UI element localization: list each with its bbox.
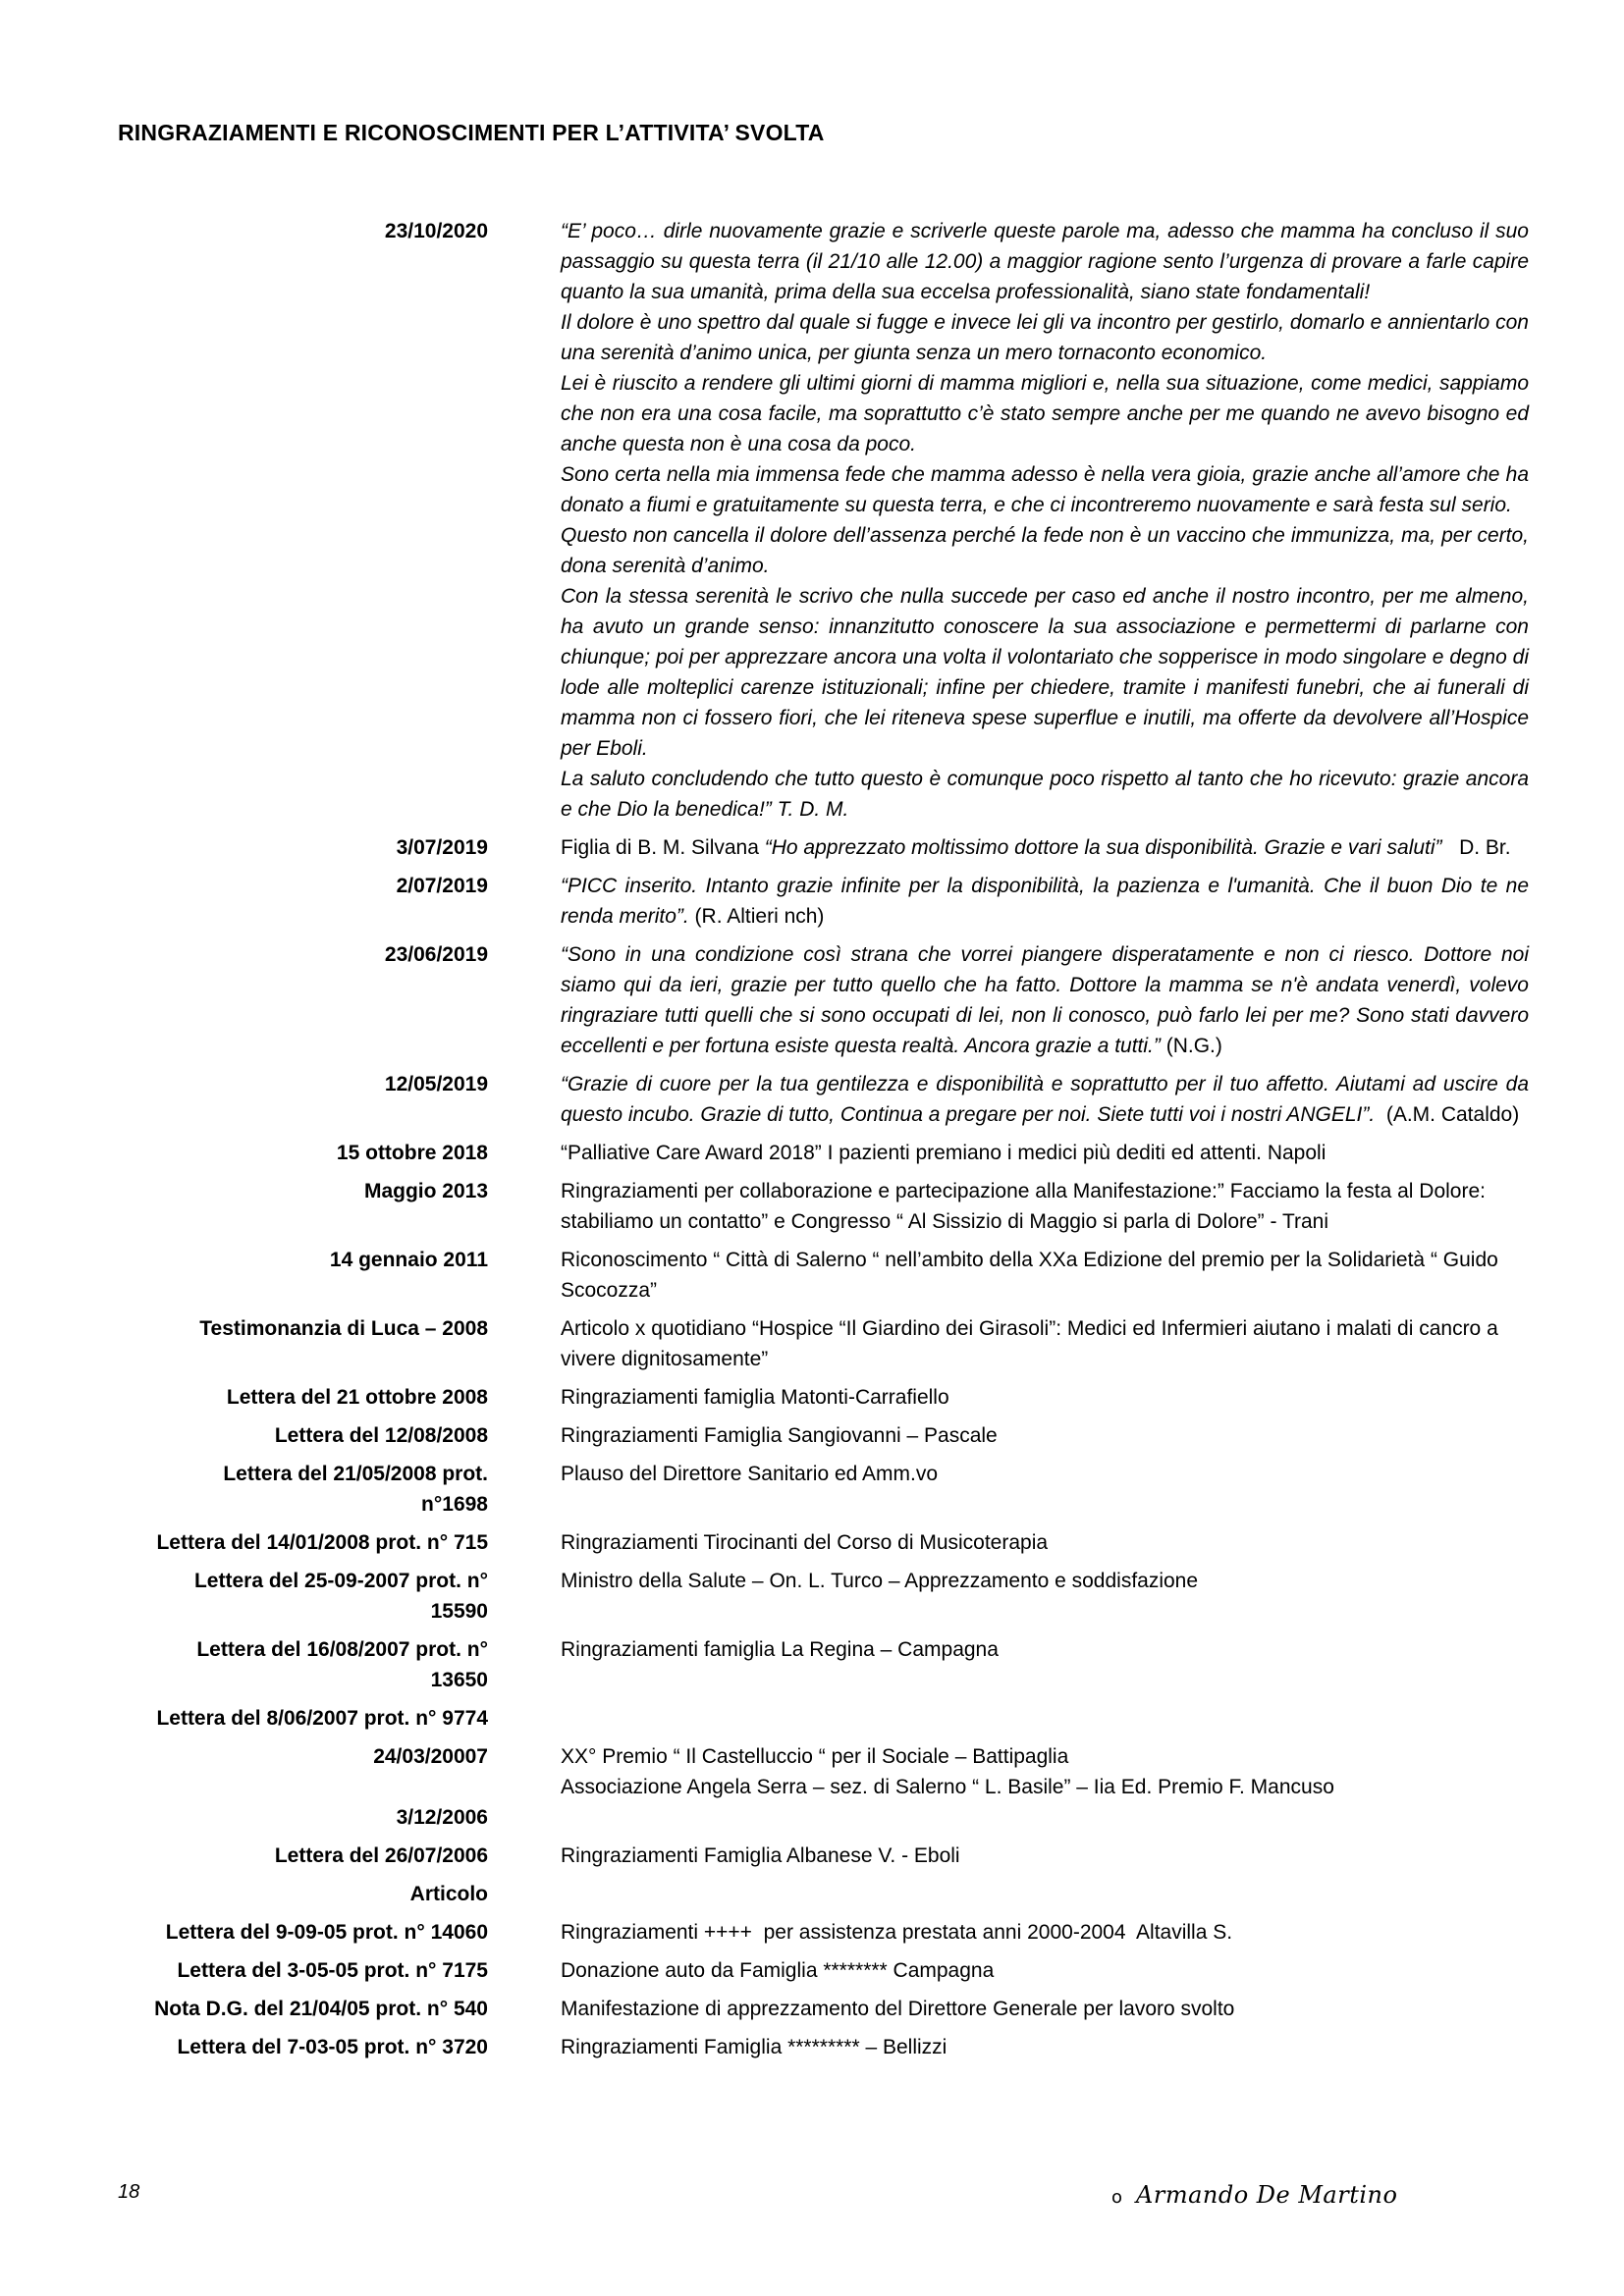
entry-row: [0, 1138, 1624, 1168]
entry-date: 2/07/2019: [396, 875, 488, 897]
entry-text: [561, 871, 1529, 932]
entry-row: [0, 1420, 1624, 1451]
entry-row: [0, 1802, 1624, 1833]
entry-text: [561, 1069, 1529, 1130]
entry-text: Donazione auto da Famiglia ******** Campagna: [561, 1959, 995, 1982]
entry-date: 3/07/2019: [396, 836, 488, 859]
entry-date: Nota D.G. del 21/04/05 prot. n° 540: [154, 1998, 488, 2020]
entry-quote: “Sono in una condizione così strana che vorrei piangere disperatamente e non ci riesco. Dottore noi siamo qui da ieri, grazie per tutto quello che ha fatto. Dottore la mamma se n'è andata venerdì, volevo ringraziare tutti quelli che si sono occupati di lei, non li conosco, può farlo lei per me? Sono stati davvero eccellenti e per fortuna esiste questa realtà. Ancora grazie a tutti.”: [561, 943, 1529, 1057]
entry-row: [0, 1994, 1624, 2024]
entry-date: [0, 1566, 488, 1627]
entry-date: Lettera del 7-03-05 prot. n° 3720: [177, 2036, 488, 2058]
author-signature: [1111, 2181, 1397, 2210]
entry-date: Lettera del 3-05-05 prot. n° 7175: [177, 1959, 488, 1982]
entry-quote: “PICC inserito. Intanto grazie infinite per la disponibilità, la pazienza e l'umanità. Che il buon Dio te ne renda merito”.: [561, 875, 1529, 928]
entry-date: 14 gennaio 2011: [329, 1249, 488, 1271]
entry-date: Lettera del 14/01/2008 prot. n° 715: [156, 1531, 488, 1554]
entry-text: “Palliative Care Award 2018” I pazienti premiano i medici più dediti ed attenti. Napoli: [561, 1142, 1326, 1164]
entry-text: Ministro della Salute – On. L. Turco – Apprezzamento e soddisfazione: [561, 1570, 1199, 1592]
entry-row: [0, 1634, 1624, 1695]
entry-signature: (A.M. Cataldo): [1375, 1103, 1520, 1126]
entry-text: Ringraziamenti Famiglia ********* – Bellizzi: [561, 2036, 947, 2058]
entry-date: 23/10/2020: [384, 220, 488, 242]
entry-date-text: Lettera del 21/05/2008 prot. n°1698: [223, 1463, 488, 1516]
entry-row: [0, 1566, 1624, 1627]
entry-row: [0, 1741, 1624, 1772]
entry-date: 23/06/2019: [384, 943, 488, 966]
entry-text: Riconoscimento “ Città di Salerno “ nell’ambito della XXa Edizione del premio per la Solidarietà “ Guido Scocozza”: [561, 1249, 1498, 1302]
bullet-icon: o: [1111, 2187, 1123, 2208]
entry-date: Lettera del 12/08/2008: [274, 1424, 488, 1447]
entry-text: Ringraziamenti Tirocinanti del Corso di Musicoterapia: [561, 1531, 1049, 1554]
entry-date: 24/03/20007: [373, 1745, 488, 1768]
entry-row: [0, 1069, 1624, 1130]
entry-row: [0, 1313, 1624, 1374]
entry-date: 15 ottobre 2018: [336, 1142, 488, 1164]
entry-paragraph: Con la stessa serenità le scrivo che nulla succede per caso ed anche il nostro incontro, per me almeno, ha avuto un grande senso: innanzitutto conoscere la sua associazione e permettermi di parlarne con chiunque; poi per apprezzare ancora una volta il volontariato che sopperisce in modo singolare e degno di lode alle molteplici carenze istituzionali; infine per chiedere, tramite i manifesti funebri, che ai funerali di mamma non ci fossero fiori, che lei riteneva spese superflue e inutili, ma offerte da devolvere all’Hospice per Eboli.: [561, 585, 1529, 760]
entry-text: [561, 939, 1529, 1061]
entry-quote: “Ho apprezzato moltissimo dottore la sua disponibilità. Grazie e vari saluti”: [764, 836, 1442, 859]
entry-date: Lettera del 21 ottobre 2008: [226, 1386, 488, 1409]
entry-date: Testimonanzia di Luca – 2008: [199, 1317, 488, 1340]
signature-name: Armando De Martino: [1136, 2181, 1398, 2209]
entry-row: [0, 1176, 1624, 1237]
entry-row: [0, 2032, 1624, 2062]
entry-text: Ringraziamenti per collaborazione e partecipazione alla Manifestazione:” Facciamo la festa al Dolore: stabiliamo un contatto” e Congresso “ Al Sissizio di Maggio si parla di Dolore” - Trani: [561, 1180, 1486, 1233]
entry-prefix: Figlia di B. M. Silvana: [561, 836, 765, 859]
entry-row: [0, 216, 1624, 825]
entry-row: [0, 1841, 1624, 1871]
entry-date: Lettera del 26/07/2006: [274, 1844, 488, 1867]
entry-text: [561, 832, 1529, 863]
entry-paragraph: “E’ poco… dirle nuovamente grazie e scriverle queste parole ma, adesso che mamma ha concluso il suo passaggio su questa terra (il 21/10 alle 12.00) a maggior ragione sento l’urgenza di provare a farle capire quanto la sua umanità, prima della sua eccelsa professionalità, siano state fondamentali!: [561, 220, 1529, 303]
entry-date: 3/12/2006: [396, 1806, 488, 1829]
entry-text: Ringraziamenti Famiglia Sangiovanni – Pascale: [561, 1424, 998, 1447]
entry-row: [0, 871, 1624, 932]
entry-row: [0, 1917, 1624, 1948]
entry-signature: (R. Altieri nch): [688, 905, 825, 928]
entry-date: Maggio 2013: [363, 1180, 488, 1202]
entry-text: Associazione Angela Serra – sez. di Salerno “ L. Basile” – Iia Ed. Premio F. Mancuso: [561, 1776, 1334, 1798]
entry-row: [0, 1459, 1624, 1520]
entry-text: Ringraziamenti ++++ per assistenza prestata anni 2000-2004 Altavilla S.: [561, 1921, 1233, 1944]
entry-row: [0, 1772, 1624, 1802]
entry-paragraph: Sono certa nella mia immensa fede che mamma adesso è nella vera gioia, grazie anche all’amore che ha donato a fiumi e gratuitamente su questa terra, e che ci incontreremo nuovamente e sarà festa sul serio.: [561, 463, 1529, 516]
entry-row: [0, 939, 1624, 1061]
entry-text: Ringraziamenti famiglia Matonti-Carrafiello: [561, 1386, 949, 1409]
entry-paragraph: Lei è riuscito a rendere gli ultimi giorni di mamma migliori e, nella sua situazione, come medici, sappiamo che non era una cosa facile, ma soprattutto c’è stato sempre anche per me quando ne avevo bisogno ed anche questa non è una cosa da poco.: [561, 372, 1529, 455]
page-number: 18: [118, 2181, 140, 2203]
entry-text: XX° Premio “ Il Castelluccio “ per il Sociale – Battipaglia: [561, 1745, 1069, 1768]
entry-paragraph: Il dolore è uno spettro dal quale si fugge e invece lei gli va incontro per gestirlo, domarlo e annientarlo con una serenità d’animo unica, per giunta senza un mero tornaconto economico.: [561, 311, 1529, 364]
entry-date-text: Lettera del 25-09-2007 prot. n° 15590: [193, 1570, 488, 1623]
entry-date: 12/05/2019: [384, 1073, 488, 1095]
entry-date: Lettera del 8/06/2007 prot. n° 9774: [156, 1707, 488, 1730]
entry-text: Plauso del Direttore Sanitario ed Amm.vo: [561, 1463, 939, 1485]
entry-date: Articolo: [409, 1883, 488, 1905]
entry-paragraph: La saluto concludendo che tutto questo è comunque poco rispetto al tanto che ho ricevuto: grazie ancora e che Dio la benedica!” T. D. M.: [561, 768, 1529, 821]
entry-date: Lettera del 9-09-05 prot. n° 14060: [165, 1921, 488, 1944]
entry-signature: D. Br.: [1441, 836, 1511, 859]
entry-row: [0, 1703, 1624, 1734]
entry-row: [0, 832, 1624, 863]
entry-text: Articolo x quotidiano “Hospice “Il Giardino dei Girasoli”: Medici ed Infermieri aiutano i malati di cancro a vivere dignitosamente”: [561, 1317, 1498, 1370]
entry-text: [561, 216, 1529, 825]
entry-row: [0, 1527, 1624, 1558]
entry-text: Manifestazione di apprezzamento del Direttore Generale per lavoro svolto: [561, 1998, 1235, 2020]
entry-row: [0, 1245, 1624, 1306]
page-title: RINGRAZIAMENTI E RICONOSCIMENTI PER L’ATTIVITA’ SVOLTA: [118, 120, 825, 145]
entry-signature: (N.G.): [1160, 1035, 1222, 1057]
entry-text: Ringraziamenti Famiglia Albanese V. - Eboli: [561, 1844, 960, 1867]
entry-text: Ringraziamenti famiglia La Regina – Campagna: [561, 1638, 999, 1661]
entry-date: [0, 1459, 488, 1520]
entry-date-text: Lettera del 16/08/2007 prot. n° 13650: [196, 1638, 488, 1691]
entry-row: [0, 1955, 1624, 1986]
entry-quote: “Grazie di cuore per la tua gentilezza e disponibilità e soprattutto per il tuo affetto. Aiutami ad uscire da questo incubo. Grazie di tutto, Continua a pregare per noi. Siete tutti voi i nostri ANGELI”.: [561, 1073, 1529, 1126]
entry-row: [0, 1382, 1624, 1413]
entry-date: [0, 1634, 488, 1695]
entry-row: [0, 1879, 1624, 1909]
entries-list: [0, 216, 1624, 2070]
entry-paragraph: Questo non cancella il dolore dell’assenza perché la fede non è un vaccino che immunizza, ma, per certo, dona serenità d’animo.: [561, 524, 1529, 577]
